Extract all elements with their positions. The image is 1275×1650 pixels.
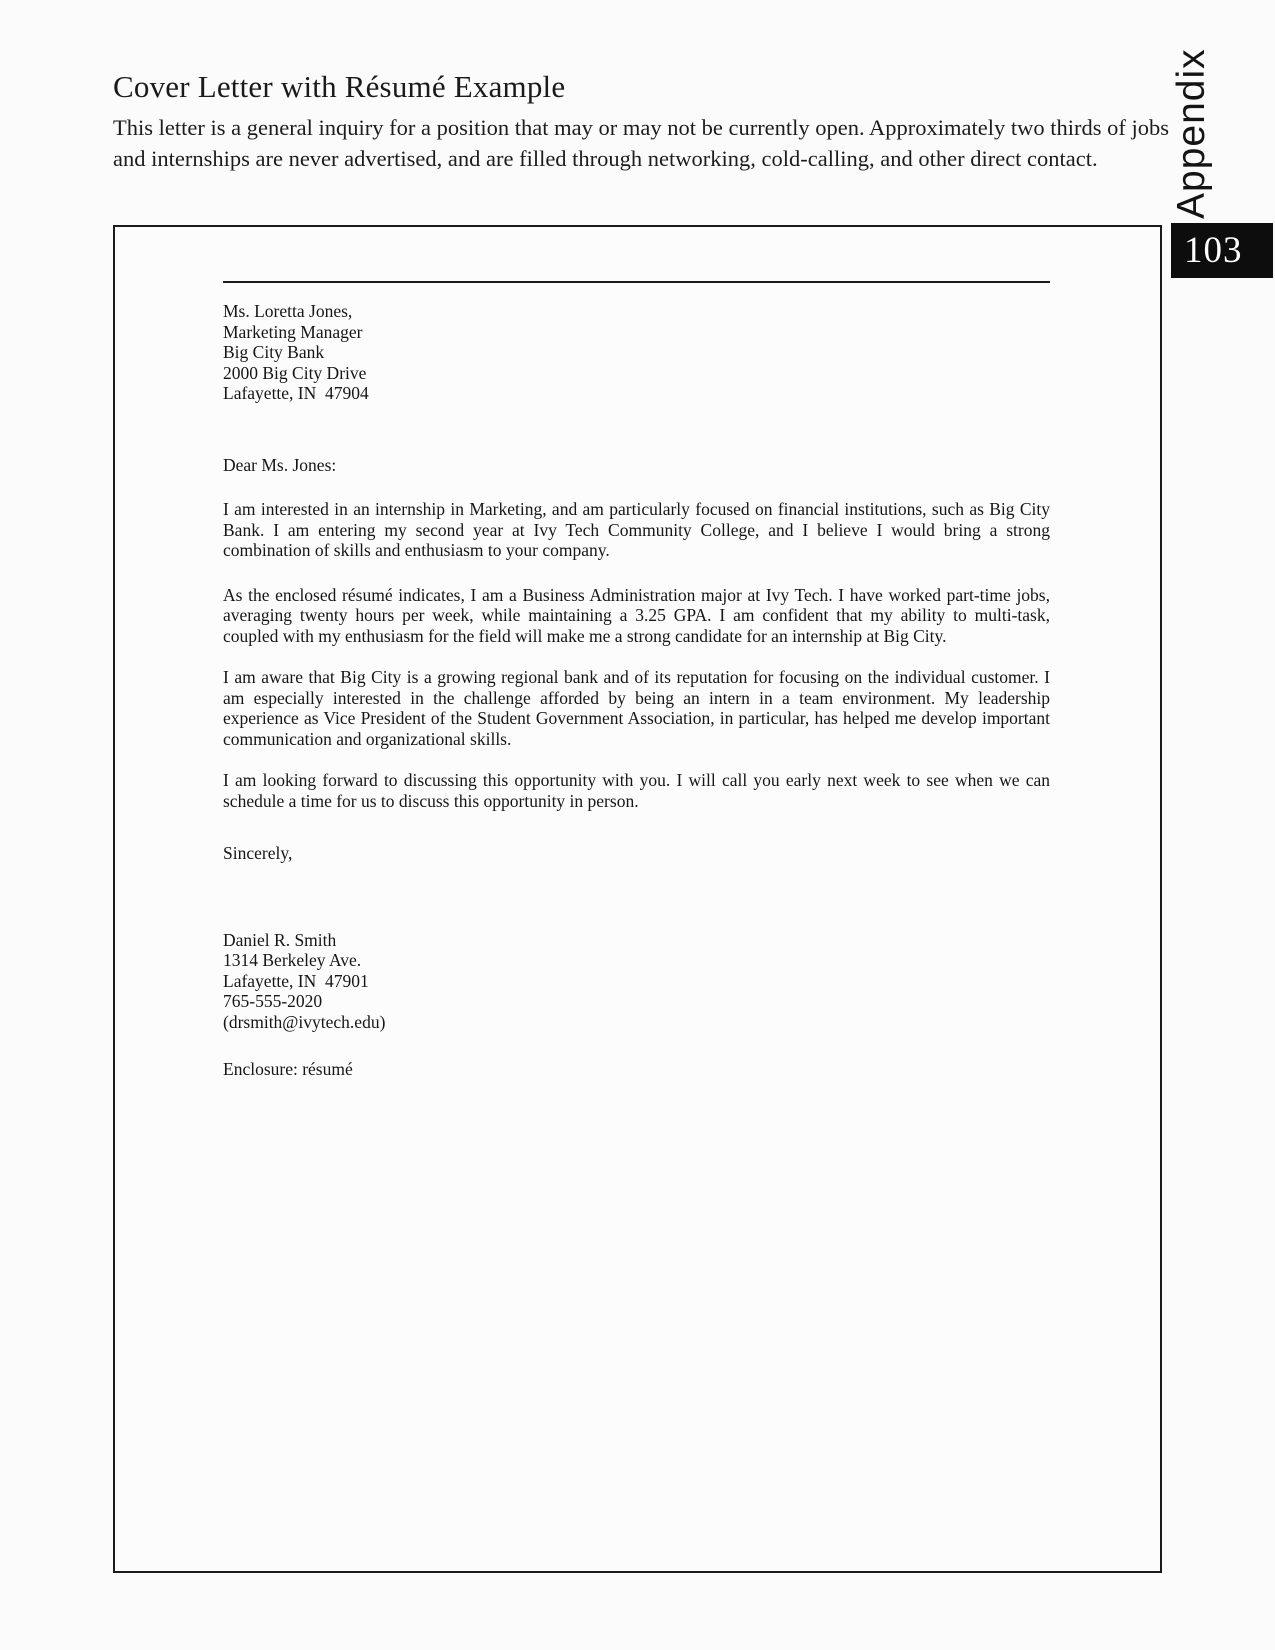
letter-panel (113, 225, 1162, 1573)
signature-block (223, 930, 1050, 1033)
signature-line: (drsmith@ivytech.edu) (223, 1011, 386, 1032)
salutation: Dear Ms. Jones: (223, 454, 337, 475)
page-title: Cover Letter with Résumé Example (113, 69, 566, 104)
signature-line: 765-555-2020 (223, 991, 323, 1011)
recipient-address-block (223, 301, 1050, 404)
body-paragraph: I am looking forward to discussing this opportunity with you. I will call you early next week to see when we can schedule a time for us to discuss this opportunity in person. (223, 770, 1050, 811)
recipient-line: Lafayette, IN 47904 (223, 383, 369, 403)
body-paragraph: I am aware that Big City is a growing regional bank and of its reputation for focusing on the individual customer. I am especially interested in the challenge afforded by being an intern in a team environment. My leadership experience as Vice President of the Student Government Association, in particular, has helped me develop important communication and organizational skills. (223, 667, 1050, 749)
signature-line: Daniel R. Smith (223, 929, 337, 950)
recipient-line: Ms. Loretta Jones, (223, 301, 353, 321)
signature-line: 1314 Berkeley Ave. (223, 950, 362, 970)
closing: Sincerely, (223, 843, 293, 863)
appendix-side-tab: Appendix (1170, 48, 1213, 219)
page-number-badge: 103 (1171, 223, 1273, 278)
recipient-line: Big City Bank (223, 342, 325, 362)
body-paragraph: As the enclosed résumé indicates, I am a Business Administration major at Ivy Tech. I have worked part-time jobs, averaging twenty hours per week, while maintaining a 3.25 GPA. I am confident that my ability to multi-task, coupled with my enthusiasm for the field will make me a strong candidate for an internship at Big City. (223, 584, 1050, 646)
recipient-line: Marketing Manager (223, 321, 363, 342)
body-paragraph: I am interested in an internship in Marketing, and am particularly focused on financial institutions, such as Big City Bank. I am entering my second year at Ivy Tech Community College, and I believe I would bring a strong combination of skills and enthusiasm to your company. (223, 499, 1050, 560)
letterhead-divider (223, 281, 1050, 283)
intro-text: This letter is a general inquiry for a position that may or may not be currently open. Approximately two thirds of jobs and internships are never advertised, and are filled through networking, cold-calling, and other direct contact. (113, 115, 1170, 171)
enclosure-note: Enclosure: résumé (223, 1059, 353, 1079)
recipient-line: 2000 Big City Drive (223, 362, 367, 383)
signature-line: Lafayette, IN 47901 (223, 970, 369, 991)
letter-content (223, 301, 1050, 1080)
